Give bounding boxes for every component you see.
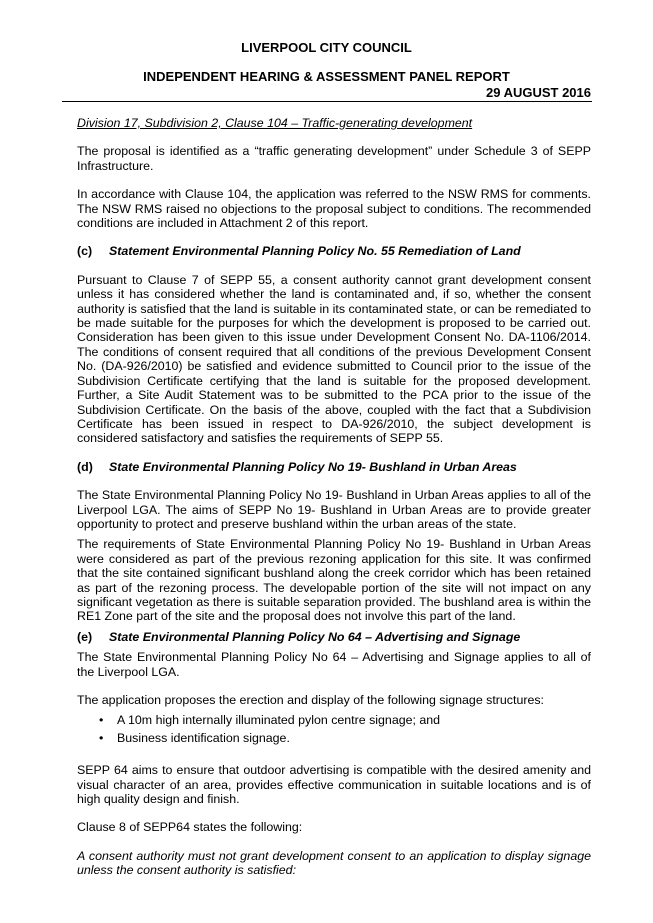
clause104-paragraph-1: The proposal is identified as a “traffic generating development” under Schedule 3 of SEPP Infrastructure. [77,144,591,173]
report-date: 29 AUGUST 2016 [485,85,591,100]
section-e-paragraph-2: The application proposes the erection and display of the following signage structures: [77,693,544,707]
signage-list [77,713,591,745]
section-e-paragraph-1: The State Environmental Planning Policy No 64 – Advertising and Signage applies to all of the Liverpool LGA. [77,650,591,679]
section-d-title: State Environmental Planning Policy No 19- Bushland in Urban Areas [109,459,517,474]
section-e-heading [77,630,591,644]
section-c-title: Statement Environmental Planning Policy No. 55 Remediation of Land [109,244,521,259]
bullet-icon: • [99,713,104,728]
report-body [77,116,591,892]
section-d-paragraph-1: The State Environmental Planning Policy No 19- Bushland in Urban Areas applies to all of the Liverpool LGA. The aims of SEPP No 19- Bushland in Urban Areas are to provide greater opportunity to protect and preserve bushland within the urban areas of the state. [77,488,591,531]
section-d-paragraph-2: The requirements of State Environmental Planning Policy No 19- Bushland in Urban Areas were considered as part of the previous rezoning application for this site. It was confirmed that the site contained significant bushland along the creek corridor which has been retained as part of the rezoning process. The developable portion of the site will not impact on any significant vegetation as there is suitable separation provided. The bushland area is within the RE1 Zone part of the site and the proposal does not involve this part of the land. [77,537,591,624]
section-c-paragraph-1: Pursuant to Clause 7 of SEPP 55, a consent authority cannot grant development consent unless it has considered whether the land is contaminated and, if so, whether the consent authority is satisfied that the land is suitable in its contaminated state, or can be remediated to be made suitable for the purposes for which the development is proposed to be carried out. Consideration has been given to this issue under Development Consent No. DA-1106/2014. The conditions of consent required that all conditions of the previous Development Consent No. (DA-926/2010) be satisfied and evidence submitted to Council prior to the issue of the Subdivision Certificate certifying that the land is suitable for the proposed development. Further, a Site Audit Statement was to be submitted to the PCA prior to the issue of the Subdivision Certificate. On the basis of the above, coupled with the fact that a Subdivision Certificate has been issued in respect to DA-926/2010, the subject development is considered satisfactory and satisfies the requirements of SEPP 55. [77,272,591,446]
council-name: LIVERPOOL CITY COUNCIL [241,40,412,55]
section-c-heading [77,244,591,258]
section-e-paragraph-4: Clause 8 of SEPP64 states the following: [77,820,303,835]
header-rule [62,101,592,102]
list-item-text: Business identification signage. [117,730,290,745]
list-item [77,731,591,745]
section-d-number: (d) [77,459,93,474]
section-e-number: (e) [77,629,93,644]
section-e-quote: A consent authority must not grant development consent to an application to display signage unless the consent authority is satisfied: [77,848,591,878]
clause104-title: Division 17, Subdivision 2, Clause 104 – Traffic-generating development [77,116,473,130]
list-item [77,713,591,727]
list-item-text: A 10m high internally illuminated pylon centre signage; and [117,713,441,728]
clause104-paragraph-2: In accordance with Clause 104, the application was referred to the NSW RMS for comments. The NSW RMS raised no objections to the proposal subject to conditions. The recommended conditions are included in Attachment 2 of this report. [77,187,591,231]
section-e-title: State Environmental Planning Policy No 64 – Advertising and Signage [109,629,521,644]
section-c-number: (c) [77,244,93,259]
section-d-heading [77,460,591,474]
bullet-icon: • [99,730,104,745]
section-e-paragraph-3: SEPP 64 aims to ensure that outdoor advertising is compatible with the desired amenity and visual character of an area, provides effective communication in suitable locations and is of high quality design and finish. [77,763,591,807]
report-title: INDEPENDENT HEARING & ASSESSMENT PANEL REPORT [143,69,510,84]
